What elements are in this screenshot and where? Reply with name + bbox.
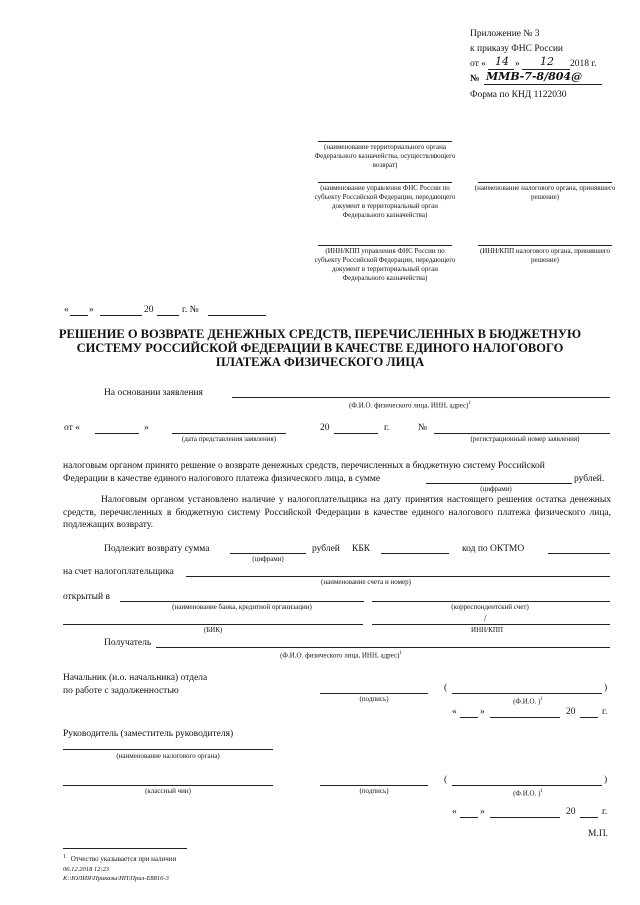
order-number-prefix: № — [470, 74, 480, 84]
director-title: Руководитель (заместитель руководителя) — [63, 729, 234, 739]
director-fio-caption-text: (Ф.И.О. ) — [513, 789, 541, 798]
application-date-line — [172, 433, 286, 434]
decision-amount-line — [426, 483, 572, 484]
bank-opened-label: открытый в — [63, 592, 111, 602]
decision-text-line-1: налоговым органом принято решение о возврате денежных средств, перечисленных в бюджетную систему Российской — [63, 461, 545, 471]
recipient-caption-text: (Ф.И.О. физического лица, ИНН, адрес) — [280, 651, 400, 660]
director-signature-line — [320, 785, 428, 786]
footnote-text: Отчество указывается при наличии — [70, 855, 177, 864]
corr-account-caption: (корреспондентский счет) — [451, 603, 529, 611]
registration-number-caption: (регистрационный номер заявления) — [470, 435, 580, 443]
director-signature-caption: (подпись) — [359, 787, 389, 795]
oktmo-line — [548, 553, 610, 554]
balance-paragraph: Налоговым органом установлено наличие у налогоплательщика на дату принятия настоящего решения остатка денежных средств, перечисленных в бюджетную систему Российской Федерации в качестве единого налогового платежа физического лица, подлежащих возврату. — [63, 495, 611, 530]
head-year-line — [580, 717, 598, 718]
refund-amount-caption: (цифрами) — [252, 555, 284, 563]
ufns-name-caption: (наименование управления ФНС России по субъекту Российской Федерации, передающего документ в территориальный орган Федерального казначейства) — [314, 184, 456, 219]
appendix-label: Приложение № 3 — [470, 29, 540, 39]
application-number-line — [434, 433, 610, 434]
head-title-line-2: по работе с задолженностью — [63, 686, 179, 696]
title-line-2: СИСТЕМУ РОССИЙСКОЙ ФЕДЕРАЦИИ В КАЧЕСТВЕ ЕДИНОГО НАЛОГОВОГО — [76, 341, 564, 355]
decision-number-line — [208, 315, 266, 316]
tax-body-line — [63, 749, 273, 750]
order-date-day: 14 — [495, 55, 509, 68]
title-line-3: ПЛАТЕЖА ФИЗИЧЕСКОГО ЛИЦА — [215, 355, 425, 369]
corr-account-line — [372, 601, 610, 602]
head-signature-caption: (подпись) — [359, 695, 389, 703]
order-number-line — [484, 84, 602, 85]
order-date-month: 12 — [540, 55, 554, 68]
tax-authority-name-caption: (наименование налогового органа, принявшего решение) — [474, 184, 616, 201]
refund-amount-line — [230, 553, 306, 554]
decision-year-line — [157, 315, 179, 316]
application-day-line — [95, 433, 139, 434]
oktmo-label: код по ОКТМО — [462, 544, 525, 554]
kbk-line — [381, 553, 449, 554]
director-fio-paren-open: ( — [444, 775, 448, 785]
inn-kpp-slash: / — [484, 614, 487, 624]
tax-authority-name-line — [478, 182, 612, 183]
director-fio-paren-close: ) — [604, 775, 608, 785]
kbk-label: КБК — [352, 544, 371, 554]
head-signature-line — [320, 693, 428, 694]
director-year-line — [580, 817, 598, 818]
footnote-marker: 1 — [63, 854, 66, 860]
bik-line — [63, 624, 363, 625]
footnote-divider — [63, 848, 187, 849]
director-fio-line — [452, 785, 602, 786]
recipient-caption-sup: 1 — [399, 651, 402, 656]
refund-rubles-label: рублей — [312, 544, 340, 554]
ufns-inn-line — [318, 245, 452, 246]
application-from-close: » — [144, 423, 149, 433]
director-year-prefix: 20 — [566, 807, 576, 817]
head-fio-caption-sup: 1 — [540, 697, 543, 702]
document-title — [40, 327, 600, 369]
tax-authority-inn-line — [478, 245, 612, 246]
decision-date-quote-open: « — [64, 305, 69, 315]
application-from: от « — [64, 423, 80, 433]
print-stamp-time: 06.12.2018 12:23 — [63, 866, 110, 873]
order-date-prefix: от « — [470, 59, 486, 69]
director-date-quote-close: » — [480, 807, 485, 817]
bik-caption: (БИК) — [203, 626, 223, 634]
title-line-1: РЕШЕНИЕ О ВОЗВРАТЕ ДЕНЕЖНЫХ СРЕДСТВ, ПЕРЕЧИСЛЕННЫХ В БЮДЖЕТНУЮ — [58, 327, 582, 341]
application-year-line — [334, 433, 378, 434]
director-day-line — [460, 817, 478, 818]
head-year-prefix: 20 — [566, 707, 576, 717]
director-year-suffix: г. — [602, 807, 608, 817]
director-fio-caption-sup: 1 — [540, 789, 543, 794]
head-date-quote-close: » — [480, 707, 485, 717]
tax-authority-inn-caption: (ИНН/КПП налогового органа, принявшего решение) — [479, 247, 611, 264]
refund-amount-label: Подлежит возврату сумма — [104, 544, 210, 554]
recipient-label: Получатель — [104, 638, 152, 648]
footnote — [63, 853, 176, 864]
print-stamp-path: К:\ЮЛИЯ\Приказы\НП\Прил-Е8816-3 — [63, 875, 169, 882]
territorial-body-caption: (наименование территориального органа Федерального казначейства, осуществляющего возврат) — [314, 143, 456, 169]
decision-text-line-2: Федерации в качестве единого налогового платежа физического лица, в сумме — [63, 474, 381, 484]
account-label: на счет налогоплательщика — [63, 567, 174, 577]
order-date-year: 2018 г. — [570, 59, 597, 69]
account-caption: (наименование счета и номер) — [321, 578, 411, 586]
head-fio-caption — [500, 695, 556, 706]
head-fio-paren-open: ( — [444, 683, 448, 693]
inn-line — [372, 624, 610, 625]
order-reference: к приказу ФНС России — [470, 44, 563, 54]
applicant-caption-sup: 1 — [468, 401, 471, 406]
decision-amount-rubles: рублей. — [574, 474, 605, 484]
head-fio-paren-close: ) — [604, 683, 608, 693]
applicant-line — [232, 397, 610, 398]
bank-line — [120, 601, 364, 602]
form-code: Форма по КНД 1122030 — [470, 90, 567, 100]
ufns-name-line — [318, 182, 452, 183]
applicant-caption-text: (Ф.И.О. физического лица, ИНН, адрес) — [349, 401, 469, 410]
recipient-line — [156, 647, 610, 648]
head-fio-line — [452, 693, 602, 694]
basis-label: На основании заявления — [104, 388, 203, 398]
order-number: ММВ-7-8/804@ — [486, 70, 583, 83]
rank-line — [63, 785, 273, 786]
head-day-line — [460, 717, 478, 718]
decision-day-line — [70, 315, 88, 316]
order-date-quote-close: » — [515, 59, 520, 69]
territorial-body-line — [318, 141, 452, 142]
application-number-label: № — [418, 423, 428, 433]
ufns-inn-caption: (ИНН/КПП управления ФНС России по субъекту Российской Федерации, передающего документ в территориальный орган Федерального казначейства) — [314, 247, 456, 282]
decision-amount-caption: (цифрами) — [480, 485, 512, 493]
head-title-line-1: Начальник (и.о. начальника) отдела — [63, 673, 208, 683]
application-year-prefix: 20 — [320, 423, 330, 433]
application-year-suffix: г. — [384, 423, 390, 433]
bank-caption: (наименование банка, кредитной организации) — [172, 603, 312, 611]
director-date-quote-open: « — [452, 807, 457, 817]
rank-caption: (классный чин) — [145, 787, 191, 795]
director-month-line — [490, 817, 560, 818]
application-date-caption: (дата представления заявления) — [181, 435, 277, 443]
decision-month-line — [100, 315, 142, 316]
recipient-caption — [256, 649, 426, 660]
head-fio-caption-text: (Ф.И.О. ) — [513, 697, 541, 706]
stamp-place: М.П. — [588, 829, 609, 839]
inn-kpp-caption: ИНН/КПП — [471, 626, 503, 634]
decision-year-prefix: 20 — [144, 305, 154, 315]
decision-number-label: г. № — [182, 305, 199, 315]
account-line — [186, 576, 610, 577]
head-date-quote-open: « — [452, 707, 457, 717]
head-month-line — [490, 717, 560, 718]
applicant-caption — [300, 399, 520, 410]
head-year-suffix: г. — [602, 707, 608, 717]
director-fio-caption — [500, 787, 556, 798]
tax-body-caption: (наименование налогового органа) — [116, 752, 220, 760]
decision-date-quote-close: » — [89, 305, 94, 315]
